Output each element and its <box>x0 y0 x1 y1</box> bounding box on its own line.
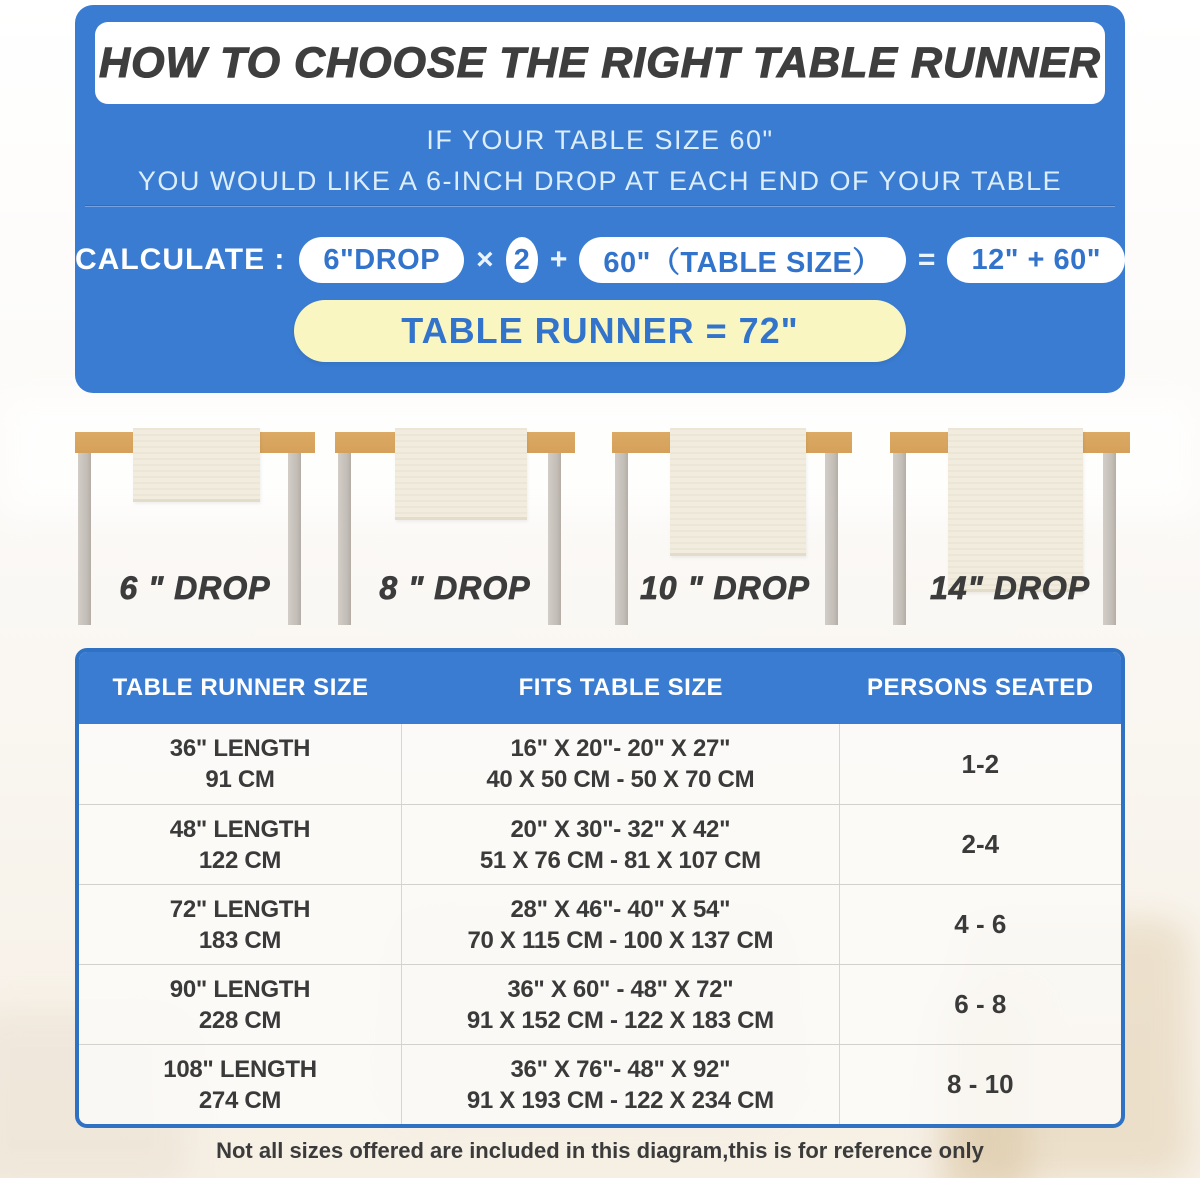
page-title: HOW TO CHOOSE THE RIGHT TABLE RUNNER <box>99 38 1101 87</box>
subtitle-line-2: YOU WOULD LIKE A 6-INCH DROP AT EACH END OF YOUR TABLE <box>137 166 1063 196</box>
table-row <box>79 804 1121 884</box>
fits-size-inches: 16" X 20"- 20" X 27" <box>510 735 731 762</box>
calculation-formula <box>75 236 1125 284</box>
calculate-label: CALCULATE : <box>75 243 286 276</box>
runner-size-cell <box>79 965 402 1044</box>
drop-value-pill: 6"DROP <box>299 237 464 283</box>
fits-size-cell <box>402 885 840 964</box>
header-panel <box>75 5 1125 393</box>
persons-cell: 4 - 6 <box>954 909 1007 939</box>
multiply-operator: × <box>476 243 494 276</box>
multiplier-circle: 2 <box>506 237 538 283</box>
fits-size-cell <box>402 965 840 1044</box>
runner-size-inches: 90" LENGTH <box>169 975 311 1003</box>
table-row <box>79 884 1121 964</box>
result-pill: TABLE RUNNER = 72" <box>294 300 906 362</box>
fits-size-inches: 36" X 60" - 48" X 72" <box>507 975 734 1003</box>
divider <box>85 205 1115 207</box>
fits-size-inches: 20" X 30"- 32" X 42" <box>510 815 731 843</box>
runner-size-inches: 48" LENGTH <box>169 815 311 843</box>
persons-cell: 6 - 8 <box>954 989 1007 1019</box>
footnote: Not all sizes offered are included in this diagram,this is for reference only <box>216 1138 984 1163</box>
drop-figure-14in <box>890 428 1130 628</box>
table-row <box>79 1044 1121 1124</box>
runner-size-cell <box>79 805 402 884</box>
fits-size-cell <box>402 724 840 804</box>
subtitle <box>75 125 1125 197</box>
fits-size-cm: 91 X 193 CM - 122 X 234 CM <box>466 1086 774 1114</box>
fits-size-cm: 51 X 76 CM - 81 X 107 CM <box>479 846 761 874</box>
runner-size-cm: 122 CM <box>198 846 282 874</box>
fits-size-cell <box>402 805 840 884</box>
runner-drape <box>670 428 806 556</box>
runner-size-cm: 274 CM <box>198 1086 282 1114</box>
sum-pill: 12" + 60" <box>947 237 1125 283</box>
table-size-pill: 60"（TABLE SIZE） <box>579 237 906 283</box>
runner-size-cm: 183 CM <box>198 926 282 954</box>
runner-size-cell <box>79 724 402 804</box>
persons-cell: 1-2 <box>961 748 1000 779</box>
persons-cell: 2-4 <box>961 829 1000 859</box>
drop-figure-8in <box>335 428 575 628</box>
runner-size-cell <box>79 885 402 964</box>
runner-size-cm: 228 CM <box>198 1006 282 1034</box>
table-row <box>79 724 1121 804</box>
column-header-persons: PERSONS SEATED <box>867 674 1094 701</box>
runner-size-inches: 108" LENGTH <box>163 1055 317 1083</box>
fits-size-cell <box>402 1045 840 1124</box>
runner-size-inches: 36" LENGTH <box>169 735 311 762</box>
column-header-fits-size: FITS TABLE SIZE <box>518 674 724 701</box>
subtitle-line-1: IF YOUR TABLE SIZE 60" <box>426 125 774 155</box>
table-header-row <box>79 652 1121 724</box>
runner-size-cm: 91 CM <box>205 766 275 793</box>
drop-label: 14" DROP <box>929 570 1091 606</box>
fits-size-cm: 70 X 115 CM - 100 X 137 CM <box>467 926 774 954</box>
drop-label: 8 " DROP <box>379 570 531 606</box>
persons-cell: 8 - 10 <box>947 1069 1014 1099</box>
equals-operator: = <box>917 243 936 276</box>
table-row <box>79 964 1121 1044</box>
runner-size-cell <box>79 1045 402 1124</box>
size-reference-table <box>75 648 1125 1128</box>
fits-size-cm: 91 X 152 CM - 122 X 183 CM <box>466 1006 774 1034</box>
drop-figure-6in <box>75 428 315 628</box>
fits-size-cm: 40 X 50 CM - 50 X 70 CM <box>486 766 755 793</box>
runner-size-inches: 72" LENGTH <box>169 895 311 923</box>
fits-size-inches: 28" X 46"- 40" X 54" <box>510 895 731 923</box>
drop-figure-10in <box>612 428 852 628</box>
plus-operator: + <box>549 243 568 276</box>
runner-drape <box>395 428 527 520</box>
title-box <box>95 22 1105 104</box>
fits-size-inches: 36" X 76"- 48" X 92" <box>510 1055 731 1083</box>
column-header-runner-size: TABLE RUNNER SIZE <box>112 674 369 701</box>
drop-label: 6 " DROP <box>119 570 271 606</box>
runner-drape <box>133 428 260 502</box>
drop-label: 10 " DROP <box>640 570 810 606</box>
runner-drape <box>948 428 1083 592</box>
